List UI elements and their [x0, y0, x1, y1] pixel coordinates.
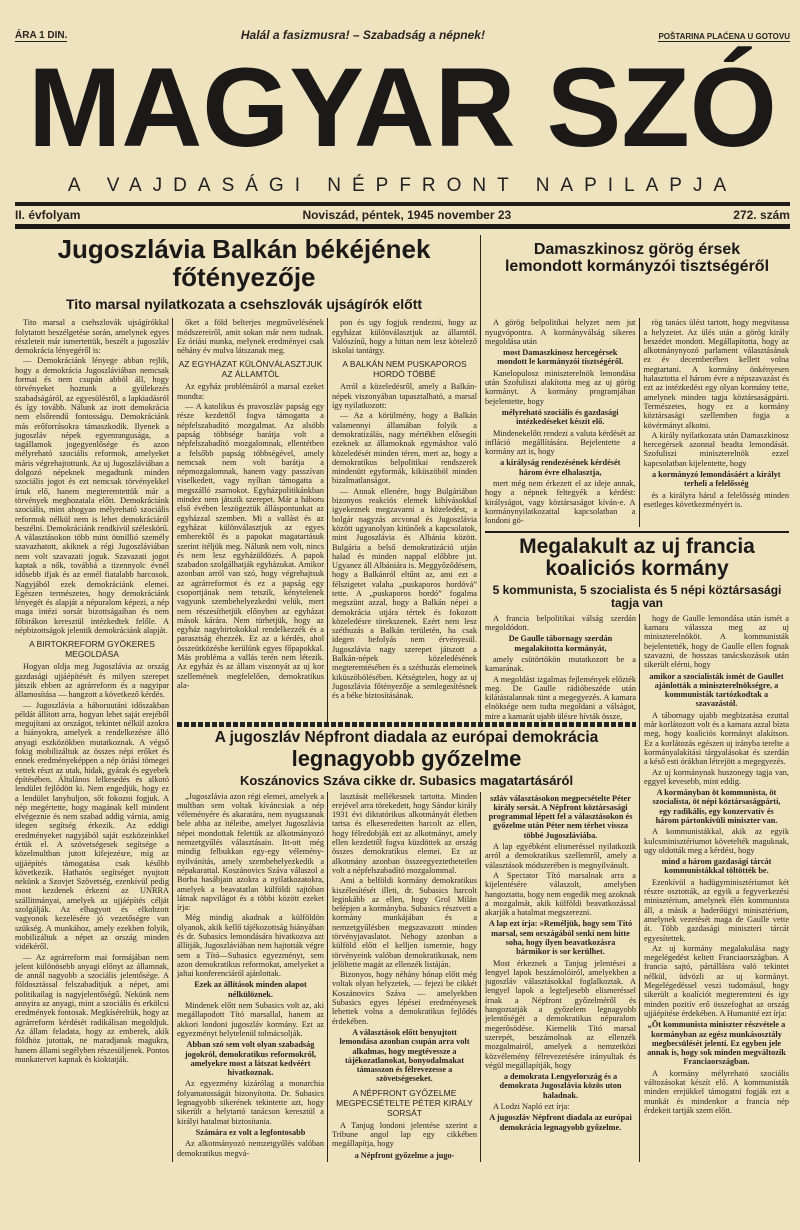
- highlighted-paragraph: amikor a szocialisták ismét de Gaullet ajánlották a miniszterelnökségre, a kommunisták tartózkodtak a szavazástól.: [649, 671, 784, 709]
- highlighted-paragraph: szláv választásokon megpecsételte Péter király sorsát. A Népfront köztársasági programmal lépett fel a választásokon és győzelme után Péter nem térhet vissza többé Jugoszláviába.: [488, 793, 633, 840]
- paragraph: A Lodzi Napló ezt írja:: [493, 1102, 570, 1112]
- headline-line: lemondott kormányzói tisztségéről: [504, 258, 770, 276]
- paragraph: amely csütörtökön mutatkozott be a kamarának.: [485, 654, 636, 674]
- paragraph: — Az agrárreform mai formájában nem jelent különösebb anyagi előnyt az államnak, de annál nagyobb a szociális jelentősége. A földosztással felszabadítjuk a népet, ami politikailag is nagyjelentőségű. Nekünk nem annyira az anyagi, mint a szociális és erkölcsi eredmények fontosak. Megkíséreltük, hogy az agrárreform kérdését radikálisan megoldjuk. Az állam feladata, hogy az emberek, akik földhöz jutottak, ne maradjanak magukra, hanem állami segélyben részesüljenek. Pontos munkatervet kapnak és kioktatják.: [15, 952, 169, 1064]
- divider: [485, 531, 789, 533]
- paragraph: A Spectator Tító marsalnak arra a kijelentésére válaszolt, amelyben hangoztatta, hogy nem engedik meg azoknak a mozgalmát, akik külföldi beavatkozással akarják a hatalmat megszerezni.: [485, 870, 636, 918]
- paragraph: — A katolikus és pravoszláv papság egy része kezdettől fogva támogatta a népfelszabadító mozgalmat. Az alsóbb papság többsége barátja volt a népfelszabadító mozgalomnak, ellentétben a felsőbb papság többségével, amely nemcsak nem volt barátja a népmozgalomnak, hanem vagy passzívan viselkedett, vagy nyíltan támogatta a megszálló zsarnokot. Egyházpolitikánkban mindez nem játszik szerepet. Már a háboru első évében leszögeztük álláspontunkat az egyházzal szemben. Mi a vallást és az egyházat különválasztjuk az egyes emberektől és a papokat magatartásuk szerint itéljük meg. Nálunk nem volt, nincs és nem lesz egyházüldözés. A papok szabadon szolgálhatják egyházukat. Amikor azonban arról van szó, hogy végrehajtsuk az agrárreformot és ez a papság egy csoportjának nem tetszik, kénytelenek vagyunk szembehelyezkedni velük, mert nem részesíthetjük előnyben az egyházat mások kárára. Nem türhetjük, hogy az egyház nagybirtokokkal rendelkezzék és a parasztság éhezzék. Ez az a kérdés, ahol összeütközésbe kerülünk egyes főpapokkal. Más probléma a vallás terén nem létezik. Az egyház és az állam viszonyát az uj kor szellemének megfelelően, demokratikus ala-: [177, 402, 324, 690]
- highlighted-paragraph: a Népfront győzelme a jugo-: [354, 1150, 455, 1160]
- right-stack: [480, 318, 789, 613]
- highlighted-paragraph: mélyreható szociális és gazdasági intézkedéseket készít elő.: [501, 407, 619, 427]
- highlighted-paragraph: a demokrata Lengyelország és a demokrata Jugoszlávia közös uton haladnak.: [499, 1072, 622, 1100]
- paragraph: Mindenek előtt nem Subasics volt az, aki megállapodott Tító marsallal, hanem az akkori londoni jugoszláv kormány. Ezt az egyezményt helytelenül tolmácsolják.: [177, 1001, 324, 1038]
- article-column: [172, 792, 324, 1162]
- highlighted-paragraph: Ezek az állítások minden alapot nélkülöznek.: [194, 980, 307, 999]
- tito-article-header: [15, 235, 477, 318]
- paragraph: mert még nem érkezett el az ideje annak, hogy a népnek feltegyék a kérdést: királyságot, vagy köztársaságot kíván-e. A kormánynyilatkozattal kapcsolatban a londoni gö-: [485, 479, 636, 526]
- headline-line: koaliciós kormány: [545, 557, 729, 581]
- paragraph: — Demokráciánk lényege abban rejlik, hogy a demokrácia Jugoszláviában nemcsak formai és nem csupán abból áll, hogy törvényeket hoztunk a gyülekezés szabadságáról, az egyesülésről, a lapkiadásról és így tovább. Nálunk az irott demokrácia nem elsőrendű fontosságu. Demokráciánk más erőforrásokra támaszkodik. Ilyenek a jugoszláv népek egyenrangusága, a tagállamok jogegyenlősége és azon mélyreható szociális reformok, amelyeket máris végrehajtottunk. Az uj Jugoszláviában a dolgozó népeknek megadtunk minden szociális jogot és ezt nemcsak törvényekkel írtuk elő, hanem megteremtettük már a törvények meghozatala előtt. Demokráciánk szociális, mint ahogyan mélyreható szociális reformok nélkül nem is lehet demokráciáról beszélni. Demokráciánk rendkívül széleskörű. A választásokon több mint ötmillió személy szavazhatott, akiknek a régi Jugoszláviában nem volt szavazati joguk. Szavazati jogot kaptak a nők, továbbá a tizennyolc évnél idősebb ifjak és az ennél fiatalabb harcosok. Nagyjából ezek demokráciánk elemei. Egészen természetes, hogy demokráciánk lényegét és alapját a népuralom képezi, a nép maga intézi sorsát bizottságaiban és nem főbirákon keresztül intézkedtek felőle. A népbizottságok jelentik demokráciánk alapját.: [15, 356, 169, 636]
- highlighted-paragraph: mind a három gazdasági tárcát kommunistákkal töltötték be.: [661, 857, 772, 876]
- paragraph: Ezenkívül a hadügyminisztériumot két részre osztották, az egyik a fegyverkezési minisztérium, amelynek élén kommunista áll, a másik a haderőügyi minisztérium, amelynek vezetését maga de Gaulle vette át. Több gazdasági miniszteri tárcát egyesítettek.: [644, 877, 789, 943]
- headline-line: legnagyobb győzelme: [291, 745, 522, 771]
- paragraph: és a királyra hárul a felelősség minden esetleges következményért is.: [643, 490, 789, 509]
- damaszkinosz-columns: [485, 318, 789, 526]
- article-column: [15, 318, 169, 1162]
- paragraph: — Annak ellenére, hogy Bulgáriában bizonyos reakciós elemek kihívásokkal igyekeznek megzavarni a közeledést, a bolgár nagyzás arcvonal és Jugoszlávia között ugyanolyan kitünőek a kapcsolatok, mint Jugoszlávia és Albánia között. Bulgária a belső demokratizáció utján halad és minden nappal előbbre jut. Ugyanez áll Albániára is. Meggyőződésem, hogy a Balkánról eltűnt az, ami ezt a félszigetet valaha „puskaporos hordóvá” tette. A „puskaporos hordó” fogalma megszünt azzal, hogy a Balkán népei a demokrácia utjára tértek és fokozott közeledésre törekszenek. Ezért nem lesz széthuzás a Balkán területén, ha csak idegen befolyás nem érvényesül. Jugoszlávia nagy szerepet játszott a Balkán-népek közeledésének megteremtésében és a széthuzás elemeinek kiküszöbölésében. Kétségtelen, hogy az uj Jugoszlávia főtényezője a semlegesítésnek és a béke biztosításának.: [332, 486, 477, 701]
- section-subheading: A BALKÁN NEM PUSKAPOROS HORDÓ TÖBBÉ: [342, 359, 467, 380]
- article-column: [480, 792, 636, 1162]
- paragraph: Az egyezmény kizárólag a monarchia folyamatosságát bizonyította. Dr. Subasics legnagyobb sikerének tekintette azt, hogy sikerült a helytartó tanácson keresztül a királyi hatalmat biztosítania.: [177, 1079, 324, 1126]
- paragraph: A lap egyébként elismeréssel nyilatkozik arról a demokratikus szellemről, amely a választások módszerében is megnyilvánult.: [485, 842, 636, 870]
- section-subheading: AZ EGYHÁZAT KÜLÖNVÁLASZTJUK AZ ÁLLAMTÓL: [178, 359, 323, 380]
- paragraph: lasztását mellékesnek tartotta. Minden erejével arra törekedett, hogy Sándor király 1931 évi diktatórikus alkotmányát életben tartsa és elkeseredetten harcolt az ellen, hogy félredobják ezt az alkotmányt, amely ellen kezdettől fogva küzdöttek az ország összes demokratikus elemei. Ez az alkotmány azonban összeegyeztethetetlen volt a népfelszabadító mozgalommal.: [332, 791, 477, 875]
- article-column: [485, 318, 636, 526]
- paragraph: — Jugoszlávia a háboruutáni időszakban példát állított arra, hogyan lehet saját erejéből megujítani az országot, tekintet nélkül azokra a hiányokra, amelyek a rendelkezésre álló anyagi eszközökben mutatkoznak. A végső fokig mobilizáltuk az összes népi erőket és ennek eredményeképpen a nép óriási tömegei vettek részt az utak, hidak, gyárak és egyebek építésében. Általános lelkesedés és alkotó lendület fejlődött ki. Nem engedjük, hogy ez a lendület lanyhuljon, sőt fokozni fogjuk. A nép megértette, hogy magának kell mindent elvégeznie és nem szabad addig várnia, amig idegen segítség érkezik. Az eddigi eredményeket nagyjából saját eszközeinkkel értük el. A szövetségesek segítsége a közelmultban jutott kifejezésre, míg az ujjáépítés támogatása csak később következik. Hathatós segítséget nyujtott nekünk a Szovjet Szövetség, ezenkívül pedig most kezdenek érkezni az UNRRA szállitmányai, amelyek az ujjáépítés célját szolgálják. Az elhagyott és elkobzott vagyonok kezelésére jó vezetőségre van szükség. A munkához, amely ezekben folyik, mobilizáltuk a népet az ország minden vidékéről.: [15, 700, 169, 952]
- paragraph: Bizonyos, hogy néhány hónap előtt még voltak olyan helyzetek, — fejezi be cikkét Koszánovics Száva — amelyekben Subasics egyes lépései eredményesek lehettek volna a demokratikus fejlődés érdekében.: [332, 970, 477, 1026]
- newspaper-title: MAGYAR SZÓ: [28, 45, 777, 170]
- highlighted-paragraph: „Öt kommunista miniszter részvétele a kormányban az egész munkásosztály megbecsülését jelenti. Ez egyben jele annak is, hogy sok minden megváltozik Franciaországban.: [647, 1020, 786, 1067]
- front-page-grid: [15, 235, 790, 1162]
- article-column: [639, 318, 790, 526]
- subheadline: 5 kommunista, 5 szocialista és 5 népi köztársasági tagja van: [492, 582, 782, 610]
- paragraph: — Az a körülmény, hogy a Balkán valamennyi államában folyik a demokratizálás, nagy mértékben elősegíti ezeknek az államoknak egymáshoz való közeledését minden téren, mert az, hogy a demokratikus belpolitikai rendszerek mindenütt egyformák, kiküszöböl minden bizalmatlanságot.: [332, 411, 477, 486]
- divider: [15, 224, 790, 229]
- paragraph: Az uj kormánynak huszonegy tagja van, eggyel kevesebb, mint eddig.: [644, 767, 789, 786]
- article-column: [639, 614, 789, 1162]
- paragraph: A görög belpolitikai helyzet nem jut nyugvópontra. A kormányválság sikeres megoldása után: [485, 318, 636, 346]
- headline-line: A jugoszláv Népfront diadala az európai demokrácia: [214, 729, 599, 747]
- paragraph: Ami a belföldi kormány demokratikus kiszélesítését illeti, dr. Subasics harcolt leginkább az ellen, hogy Grol Milán belépjen a kormányba. Subasics résztvett a kormány munkájában és a nemzetgyűlésben megszavazott minden törvényjavaslatot. Nehogy azonban a külföld előtt el kelljen ismernie, hogy törvényeink valóban demokratikusak, nem jelöltette magát az ellenzék listáján.: [332, 876, 477, 969]
- paragraph: Most érkeznek a Tanjug jelentései a lengyel lapok beszámolóiról, amelyekben a jugoszláv választásokkal foglalkoztak. A lengyel lapok a legteljesebb elismeréssel írnak a Népfront győzelméről és hangoztatják a győzelem legnagyobb jelentőségét a demokratikus népuralom megerősödése. Kiemelik Tító marsal szerepét, beszámolnak az ellenzék mozgalmairól, amelyek a nemzetközi közvélemény félrevezetésére irányultak és végül megállapítják, hogy: [485, 958, 636, 1070]
- top-line: [15, 0, 790, 42]
- paragraph: Arról a közeledésről, amely a Balkán-népek viszonyában tapasztalható, a marsal így nyilatkozott:: [332, 382, 477, 411]
- paragraph: A kormány mélyreható szociális változásokat készít elő. A kommunisták minden erejükkel támogatni fogják ezt a munkát és mindenkor a francia nép érdekeit tartják szem előtt.: [644, 1068, 789, 1115]
- highlighted-paragraph: A jugoszláv Népfront diadala az európai demokrácia legnagyobb győzelme.: [489, 1113, 632, 1132]
- paragraph: A Tanjug londoni jelentése szerint a Tribune angol lap egy cikkében megállapítja, hogy: [332, 1120, 477, 1149]
- paragraph: A kommunistákkal, akik az egyik kulcsminisztériumot követelték maguknak, ugy oldották meg a kérdést, hogy: [644, 827, 789, 855]
- headline: [485, 536, 789, 581]
- dateline-bar: [15, 206, 790, 224]
- wavy-divider: [177, 722, 636, 727]
- nepfront-article-header: [172, 722, 636, 792]
- highlighted-paragraph: De Gaulle tábornagy szerdán megalakította kormányát,: [508, 634, 613, 653]
- newspaper-subtitle: A VAJDASÁGI NÉPFRONT NAPILAPJA: [67, 175, 738, 196]
- headline-line: Megalakult az uj francia: [519, 534, 755, 558]
- paragraph: rög tanács ülést tartott, hogy megvitassa a helyzetet. Az ülés után a görög király beszédet mondott. Megállapította, hogy az alkotmánynyozó parlament választásának ez év decemberében kellett volna megtartani. A kormány önkényesen halasztotta el három évre a népszavazást és ezt az intézkedést egy olyan kormány tette, amelynek minden tagja köztársaságpárti. Természetes, hogy ez a kormány köztársasági szellemben fogja a kövérmányt alkotni.: [643, 318, 789, 430]
- highlighted-paragraph: A választások előtt benyujtott lemondása azonban csupán arra volt alkalmas, hogy megtévessze a tájékozatlanokat, bonyodalmakat támasszon és félrevezesse a szövetségeseket.: [339, 1027, 470, 1084]
- highlighted-paragraph: Abban szó sem volt olyan szabadság jogokról, demokratikus reformokról, amelyekre most a látszat kedvéért hivatkoznak.: [184, 1040, 317, 1078]
- subheadline: Koszánovics Száva cikke dr. Subasics magatartásáról: [239, 772, 574, 788]
- section-subheading: A NÉPFRONT GYŐZELME MEGPECSÉTELTE PÉTER KIRÁLY SORSÁT: [336, 1087, 473, 1118]
- headline-line: Jugoszlávia Balkán békéjének: [57, 234, 431, 264]
- highlighted-paragraph: A kormányban öt kommunista, öt szocialista, öt népi köztársaságpárti, egy radikális, egy konzervatív és három pártonkívüli miniszter van.: [652, 788, 781, 825]
- paragraph: A francia belpolitikai válság szerdán megoldódott.: [485, 613, 636, 633]
- paragraph: hogy de Gaulle lemondása után ismét a kamara válassza meg az uj miniszterelnököt. A kommunisták bejelentették, hogy de Gaulle ellen fognak szavazni, de hosszas tanácskozások után sikerült elérni, hogy: [644, 613, 789, 670]
- paragraph: Az uj kormány megalakulása nagy megelégedést keltett Franciaországban. A francia sajtó, pártállásra való tekintet nélkül, üdvözli az uj kormányt. Megelégedéssel veszi tudomásul, hogy sikerült a koalíciót megteremteni és igy minden pozitív erő összefoghat az ország ujjáépítése érdekében. A Humanité ezt írja:: [644, 943, 789, 1018]
- headline: [177, 730, 636, 770]
- article-column: [172, 318, 324, 722]
- headline-line: Damaszkinosz görög érsek: [533, 241, 741, 258]
- headline-line: főtényezője: [172, 262, 316, 293]
- article-column: [327, 792, 477, 1162]
- paragraph: őket a föld belterjes megművelésének módszereiről, amit sokan már nem tudnak. Ez óriási munka, melynek eredményei csak néhány év mulva látszanak meg.: [177, 318, 324, 356]
- subheadline: Tito marsal nyilatkozata a csehszlovák ujságírók előtt: [65, 296, 423, 313]
- paragraph: Az egyház problémáiról a marsal ezeket mondta:: [177, 382, 324, 401]
- highlighted-paragraph: Számára ez volt a legfontosabb: [195, 1127, 306, 1137]
- damaszkinosz-article-header: [480, 235, 789, 318]
- paragraph: Mindenekelőtt rendezi a valuta kérdését az infláció megállítására. Bejelentette a kormány azt is, hogy: [485, 428, 636, 457]
- highlighted-paragraph: most Damaszkinosz hercegérsek mondott le kormányzói tisztségéről.: [497, 348, 624, 367]
- slogan: Halál a fasizmusra! – Szabadság a népnek!: [240, 28, 485, 42]
- paragraph: Az alkotmányozó nemzetgyűlés valóban demokratikus megvá-: [177, 1139, 324, 1158]
- postage-label: POŠTARINA PLAĆENA U GOTOVU: [658, 32, 790, 41]
- paragraph: A király nyilatkozata után Damaszkinosz hercegérsek azonnal beadta lemondását. Szofuliszi miniszterelnök ezzel kapcsolatban kijelentette, hogy: [643, 430, 789, 468]
- highlighted-paragraph: a kormányzó lemondásáért a királyt terheli a felelősség: [651, 470, 781, 489]
- highlighted-paragraph: A lap ezt írja: »Reméljük, hogy sem Tító marsal, sem országából senki nem hitte soha, hogy ilyen beavatkozásra bármikor is sor kerülhet.: [488, 919, 633, 957]
- volume: II. évfolyam: [15, 208, 81, 222]
- issue-number: 272. szám: [733, 208, 790, 222]
- paragraph: „Jugoszlávia azon régi elemei, amelyek a multban sem voltak kíváncsiak a nép véleményére és akaratára, nem nyugszanak bele abba az itéletbe, amelyet Jugoszlávia népei mondottak felettük az alkotmányozó nemzetgyűlés választásain. Itt-ott még mindig felbukkan egy-egy vélemény-nyilvánítás, amely szembehelyezkedik a népakarattal. Koszánovics Száva válaszol a Borba hasábjain azokra a nyilatkozatokra, amelyek a beavatatlan külföldi sajtóban látnak napvilágot és a többi között ezeket írja:: [177, 791, 324, 913]
- paragraph: Hogyan oldja meg Jugoszlávia az ország gazdasági ujjáépítését és milyen szerepet játszik ebben az agrárreform és a nagyipar államosítása — hangzott a következő kérdés.: [15, 662, 169, 700]
- paragraph: Kanelopulosz miniszterelnök lemondása után Szofuliszi alakította meg az uj görög kormányt. A kormány programjában bejelentette, hogy: [485, 368, 636, 406]
- section-subheading: A BIRTOKREFORM GYÖKERES MEGOLDÁSA: [29, 639, 155, 660]
- headline: [485, 241, 789, 276]
- dateline: Noviszád, péntek, 1945 november 23: [302, 208, 512, 222]
- price-label: ÁRA 1 DIN.: [15, 30, 68, 41]
- highlighted-paragraph: a királyság rendezésének kérdését három évre elhalasztja,: [500, 458, 621, 477]
- headline: [15, 235, 473, 291]
- paragraph: Még mindig akadnak a külföldön olyanok, akik kellő tájékozottság hiányában és dr. Subasics lemondására hivatkozva azt állítják, Jugoszláviában nem hajtották végre sem a Tító—Subasics egyezményt, sem azon demokratikus reformokat, amelyeket a jaltai konferenciáról ajánlottak.: [177, 913, 324, 979]
- paragraph: pon és ugy fogjuk rendezni, hogy az egyházat különválasztjuk az államtól. Valószínű, hogy a hittan nem lesz kötelező iskolai tantárgy.: [332, 318, 477, 356]
- article-column: [480, 614, 636, 722]
- paragraph: Tito marsal a csehszlovák ujságírókkal folytatott beszélgetése során, amelynek egyes részleteit már ismertettük, beszélt a jugoszláv demokrácia lényegéről is:: [15, 318, 169, 356]
- article-column: [327, 318, 477, 722]
- paragraph: A megoldást izgalmas fejlemények előzték meg. De Gaulle rádióbeszéde után kilátástalannak tünt a megegyezés. A kamara elnöksége nem tudta megoldani a válságot, mire a kamarát ujabb ülésre hívták össze,: [485, 674, 636, 721]
- paragraph: A tábornagy ujabb megbizatása ezuttal már korlátozott volt és a kamara azzal bízta meg, hogy koaliciós kormányt alakítson. Ez a korlátozás egészen uj irányba terelte a kormányalakítási tárgyalásokat és szerdán a késő esti órákban létrejött a megegyezés.: [644, 710, 789, 767]
